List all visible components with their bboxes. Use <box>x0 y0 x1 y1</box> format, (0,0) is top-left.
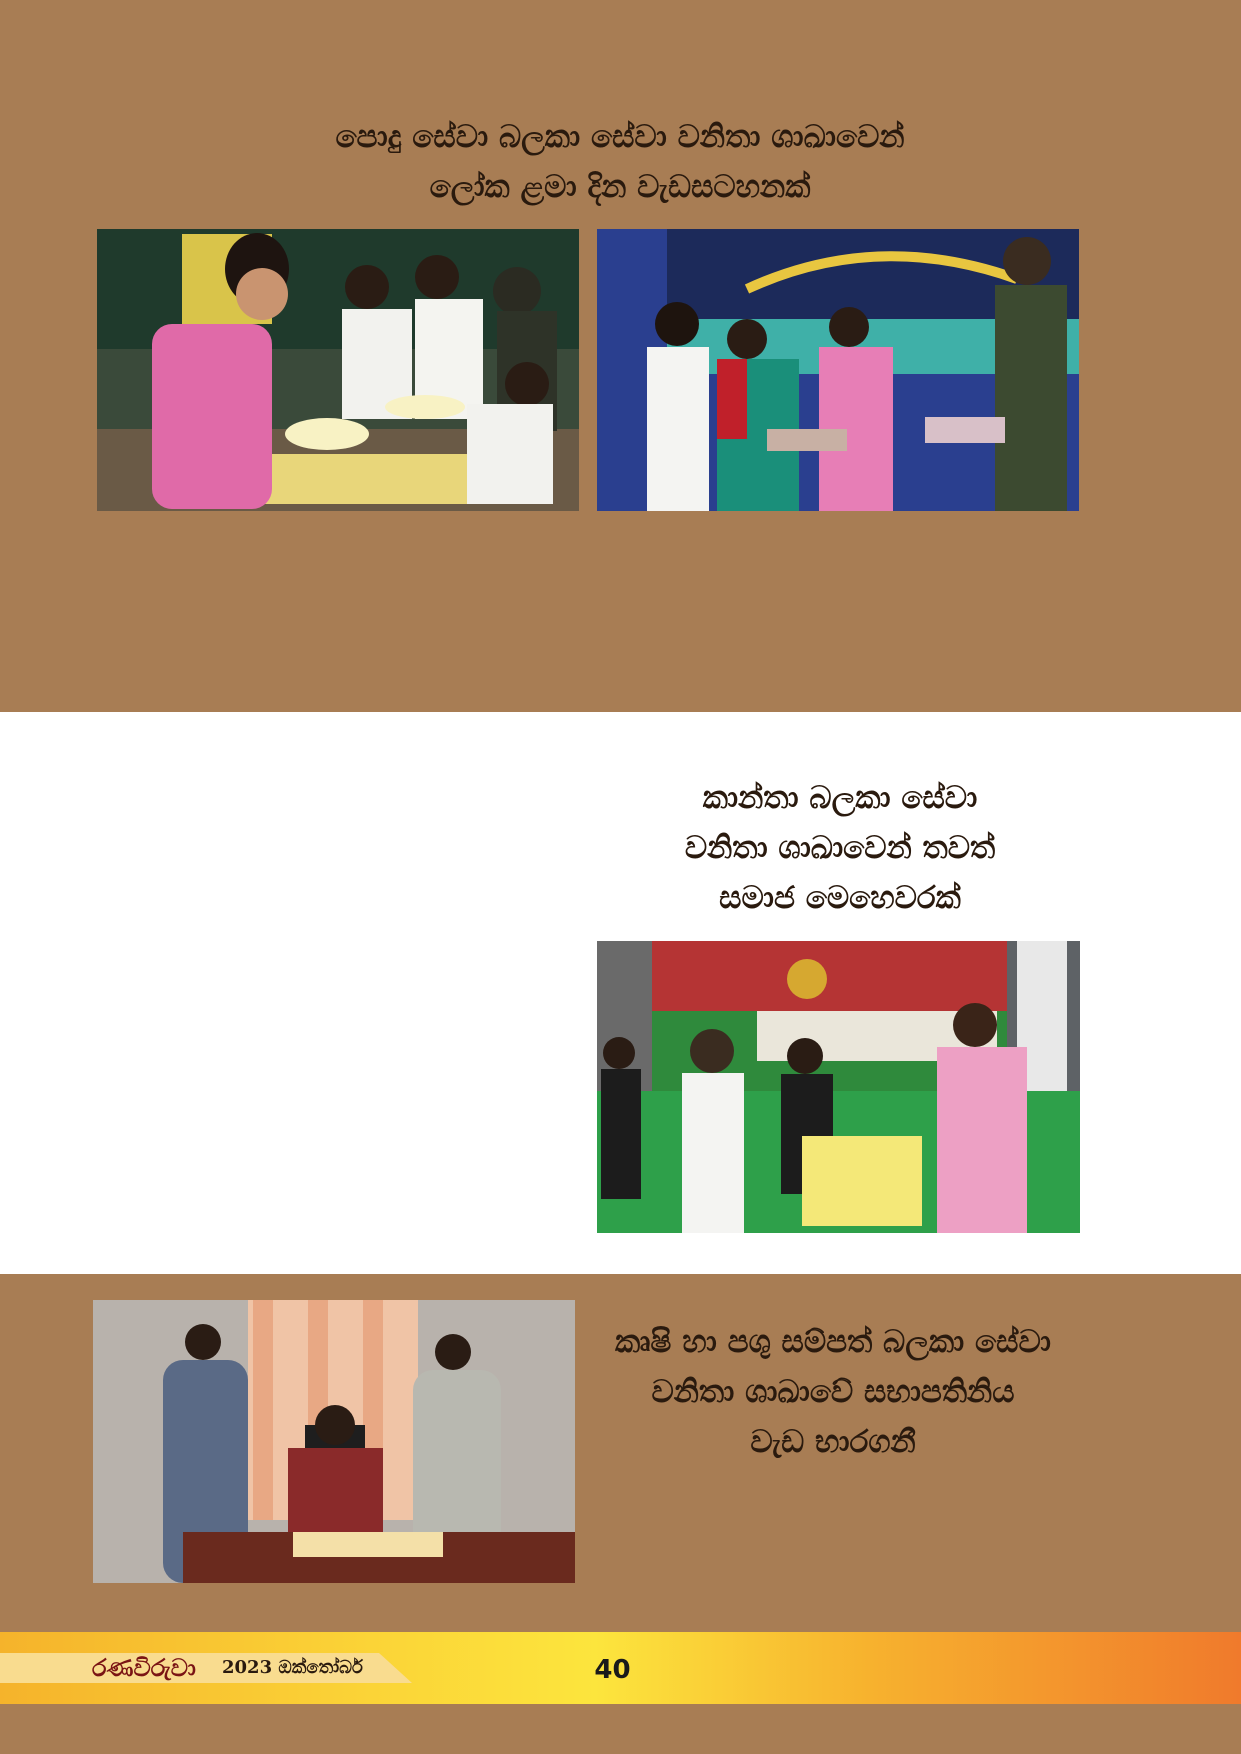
magazine-logo: රණවිරුවා <box>92 1653 196 1682</box>
page-number: 40 <box>594 1655 631 1685</box>
article1-title-line1: පොදු සේවා බලකා සේවා වනිතා ශාඛාවෙන් <box>335 119 905 155</box>
article1-photo-left <box>97 229 579 511</box>
issue-date: 2023 ඔක්තෝබර් <box>222 1657 363 1678</box>
article3-caption <box>601 1482 1021 1582</box>
article1-caption <box>98 533 1078 683</box>
article2-photo <box>597 941 1080 1233</box>
article3-title-line2: වනිතා ශාඛාවේ සභාපතිනිය <box>651 1374 1015 1410</box>
article3-title <box>578 1317 1088 1467</box>
article2-title <box>600 773 1080 923</box>
article2-title-line1: කාන්තා බලකා සේවා <box>702 780 978 816</box>
article2-paragraph1 <box>96 742 572 922</box>
article2-body <box>96 742 572 1126</box>
article3-title-line1: කෘෂි හා පශු සම්පත් බලකා සේවා <box>615 1324 1051 1360</box>
article2-paragraph2 <box>96 934 572 1114</box>
article2-title-line3: සමාජ මෙහෙවරක් <box>719 880 961 916</box>
article1-title <box>150 112 1090 212</box>
article2-title-line2: වනිතා ශාඛාවෙන් තවත් <box>684 830 996 866</box>
article3-title-line3: වැඩ භාරගනී <box>750 1424 916 1460</box>
article1-photo-right <box>597 229 1079 511</box>
article3-photo <box>93 1300 575 1583</box>
article1-title-line2: ලෝක ළමා දින වැඩසටහනක් <box>429 169 811 205</box>
